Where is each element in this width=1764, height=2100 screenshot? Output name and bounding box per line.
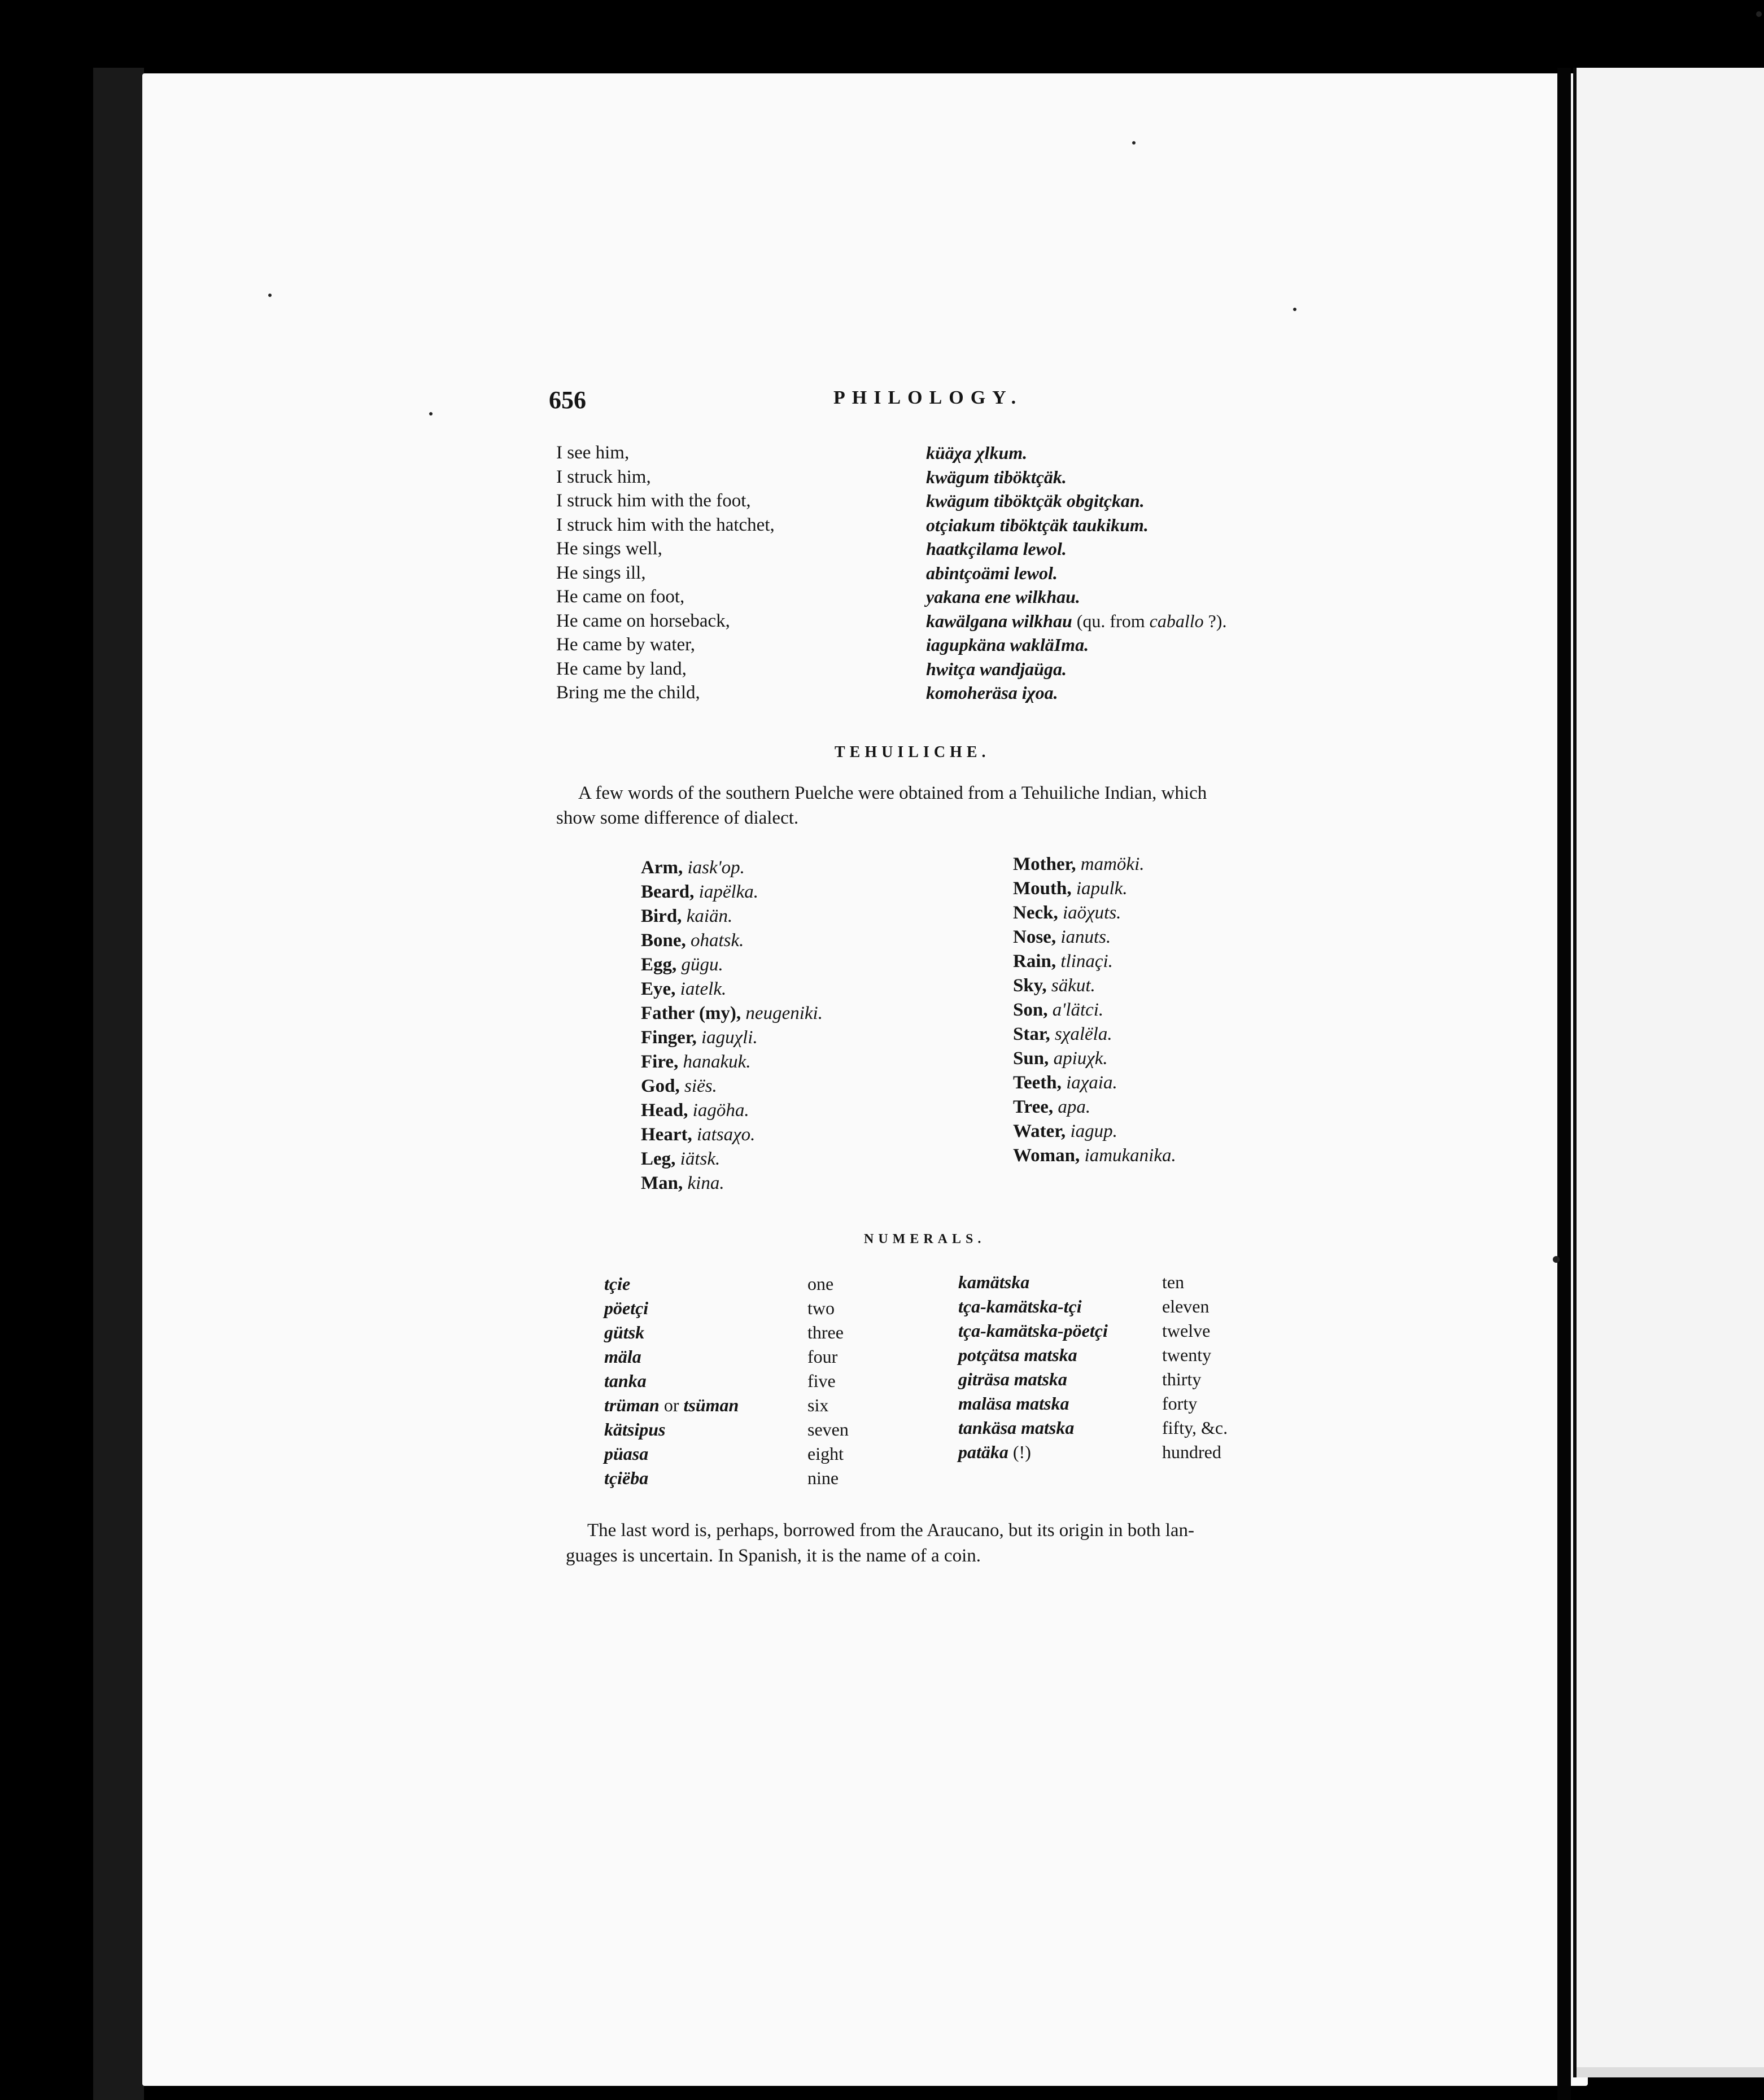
intro-paragraph-line: show some difference of dialect. xyxy=(556,808,799,828)
dust-speck xyxy=(268,294,272,297)
numeral-native: pöetçi xyxy=(604,1298,649,1318)
vocab-word: Rain, xyxy=(1013,951,1056,972)
vocab-entry xyxy=(1013,998,1176,1022)
vocab-word: Neck, xyxy=(1013,903,1058,923)
vocab-word: Water, xyxy=(1013,1121,1066,1141)
vocab-gloss: kaiän. xyxy=(686,906,733,926)
sentence-translation-column xyxy=(926,441,1226,705)
sentence-english: He sings well, xyxy=(556,539,662,559)
vocab-entry xyxy=(641,929,823,953)
sentence-translation: iagupkäna wakläIma. xyxy=(926,635,1089,655)
sentence-translation: küäχa χlkum. xyxy=(926,443,1028,463)
numeral-english: eight xyxy=(807,1443,844,1464)
vocab-word: Star, xyxy=(1013,1024,1050,1044)
vocab-entry xyxy=(1013,877,1176,901)
vocab-word: Finger, xyxy=(641,1027,697,1048)
numeral-native: mäla xyxy=(604,1346,641,1367)
sentence-english: I struck him with the foot, xyxy=(556,491,751,511)
sentence-english-column xyxy=(556,441,775,705)
vocab-word: Arm, xyxy=(641,858,683,878)
sentence-translation: haatkçilama lewol. xyxy=(926,539,1067,559)
vocab-gloss: apiuχk. xyxy=(1053,1048,1108,1069)
vocabulary-right-column xyxy=(1013,852,1176,1168)
vocab-word: Nose, xyxy=(1013,927,1056,947)
vocab-word: Sun, xyxy=(1013,1048,1049,1069)
vocab-entry xyxy=(641,1026,823,1050)
vocab-entry xyxy=(641,904,823,929)
dust-speck xyxy=(429,412,433,415)
vocab-word: Leg, xyxy=(641,1149,676,1169)
vocab-entry xyxy=(1013,1095,1176,1119)
numeral-native: kamätska xyxy=(958,1272,1030,1292)
vocab-entry xyxy=(641,953,823,977)
vocab-gloss: hanakuk. xyxy=(683,1052,751,1072)
vocab-entry xyxy=(1013,974,1176,998)
vocab-word: Mother, xyxy=(1013,854,1076,874)
vocab-gloss: tlinaçi. xyxy=(1060,951,1113,972)
numeral-english: six xyxy=(807,1395,829,1415)
sentence-english: He came by water, xyxy=(556,635,696,655)
numeral-english: one xyxy=(807,1274,834,1294)
vocab-word: Father (my), xyxy=(641,1003,741,1023)
sentence-translation: otçiakum tiböktçäk taukikum. xyxy=(926,514,1149,535)
numeral-english: ten xyxy=(1162,1272,1185,1292)
numeral-native: tça-kamätska-tçi xyxy=(958,1296,1082,1316)
vocab-entry xyxy=(1013,925,1176,950)
numeral-english: twelve xyxy=(1162,1320,1211,1341)
vocab-gloss: iask'op. xyxy=(687,858,745,878)
vocab-word: Mouth, xyxy=(1013,878,1072,899)
vocab-entry xyxy=(641,880,823,904)
vocab-gloss: ohatsk. xyxy=(691,930,744,951)
vocab-gloss: siës. xyxy=(684,1076,717,1096)
vocab-gloss: iaguχli. xyxy=(701,1027,758,1048)
vocab-gloss: mamöki. xyxy=(1080,854,1145,874)
sentence-translation: kwägum tiböktçäk obgitçkan. xyxy=(926,491,1145,511)
sentence-english: He came on foot, xyxy=(556,587,685,607)
vocab-word: Eye, xyxy=(641,979,676,999)
numeral-english: three xyxy=(807,1322,844,1342)
sentence-english: I see him, xyxy=(556,443,630,463)
vocab-gloss: iamukanika. xyxy=(1084,1145,1176,1166)
numeral-english: nine xyxy=(807,1468,839,1488)
vocab-gloss: ianuts. xyxy=(1060,927,1111,947)
vocab-entry xyxy=(1013,852,1176,877)
numeral-english: thirty xyxy=(1162,1369,1202,1389)
vocab-entry xyxy=(641,1050,823,1074)
vocab-gloss: iatsaχo. xyxy=(696,1125,756,1145)
intro-paragraph-line: A few words of the southern Puelche were obtained from a Tehuiliche Indian, which xyxy=(578,783,1207,803)
vocab-entry xyxy=(1013,1071,1176,1095)
vocab-entry xyxy=(641,1074,823,1099)
numeral-native: tanka xyxy=(604,1371,647,1391)
numeral-native: giträsa matska xyxy=(958,1369,1067,1389)
vocab-gloss: iapulk. xyxy=(1076,878,1128,899)
vocab-word: Son, xyxy=(1013,1000,1048,1020)
numerals-right-english xyxy=(1162,1270,1228,1464)
sentence-english: He came on horseback, xyxy=(556,610,730,631)
running-title: PHILOLOGY. xyxy=(833,387,1023,408)
numeral-english: forty xyxy=(1162,1393,1198,1414)
sentence-translation: abintçoämi lewol. xyxy=(926,562,1058,583)
vocab-entry xyxy=(641,1123,823,1147)
vocab-entry xyxy=(1013,1119,1176,1144)
numeral-note: (!) xyxy=(1008,1442,1031,1462)
vocab-gloss: iaöχuts. xyxy=(1062,903,1121,923)
vocab-entry xyxy=(641,977,823,1001)
numeral-english: seven xyxy=(807,1419,849,1440)
facing-page-edge xyxy=(1573,68,1764,2077)
vocab-entry xyxy=(641,856,823,880)
vocab-gloss: säkut. xyxy=(1051,975,1095,996)
numeral-native: maläsa matska xyxy=(958,1393,1069,1414)
numeral-english: hundred xyxy=(1162,1442,1221,1462)
sentence-translation: kawälgana wilkhau xyxy=(926,610,1072,631)
dust-speck xyxy=(1132,141,1136,145)
numeral-native: tça-kamätska-pöetçi xyxy=(958,1320,1108,1341)
book-page xyxy=(142,73,1588,2086)
sentence-translation: yakana ene wilkhau. xyxy=(926,587,1080,607)
vocab-gloss: iätsk. xyxy=(680,1149,721,1169)
vocab-word: Woman, xyxy=(1013,1145,1080,1166)
vocab-word: Tree, xyxy=(1013,1097,1054,1117)
vocab-word: Head, xyxy=(641,1100,688,1121)
vocab-word: Bone, xyxy=(641,930,686,951)
vocab-gloss: kina. xyxy=(687,1173,724,1193)
numeral-native: potçätsa matska xyxy=(958,1345,1077,1365)
vocab-gloss: apa. xyxy=(1058,1097,1091,1117)
numeral-english: fifty, &c. xyxy=(1162,1418,1228,1438)
vocab-entry xyxy=(1013,901,1176,925)
vocab-word: Sky, xyxy=(1013,975,1047,996)
numeral-native: gütsk xyxy=(604,1322,645,1342)
vocab-entry xyxy=(1013,950,1176,974)
vocab-word: Bird, xyxy=(641,906,682,926)
etymology-note-prefix: (qu. from xyxy=(1072,610,1150,631)
vocab-word: Teeth, xyxy=(1013,1073,1062,1093)
numerals-right-native xyxy=(958,1270,1108,1464)
section-heading-numerals: NUMERALS. xyxy=(864,1232,986,1246)
numeral-english: four xyxy=(807,1346,838,1367)
sentence-english: Bring me the child, xyxy=(556,683,700,703)
vocab-word: Man, xyxy=(641,1173,683,1193)
vocab-entry xyxy=(1013,1022,1176,1047)
vocab-word: Beard, xyxy=(641,882,695,902)
sentence-english: He sings ill, xyxy=(556,562,646,583)
vocab-entry xyxy=(641,1099,823,1123)
vocab-gloss: iatelk. xyxy=(680,979,727,999)
numeral-english: five xyxy=(807,1371,836,1391)
dust-speck xyxy=(1293,308,1296,311)
sentence-translation: hwitça wandjaüga. xyxy=(926,658,1067,679)
sentence-english: I struck him, xyxy=(556,466,651,487)
vocab-word: God, xyxy=(641,1076,680,1096)
sentence-translation-with-note xyxy=(926,609,1226,633)
closing-paragraph-line: guages is uncertain. In Spanish, it is the name of a coin. xyxy=(566,1546,981,1566)
numerals-left-english xyxy=(807,1272,849,1490)
sentence-english: I struck him with the hatchet, xyxy=(556,514,775,535)
vocab-entry xyxy=(641,1171,823,1196)
numerals-left-native xyxy=(604,1272,739,1490)
sentence-english: He came by land, xyxy=(556,658,687,679)
closing-paragraph-line: The last word is, perhaps, borrowed from the Araucano, but its origin in both lan- xyxy=(587,1520,1195,1541)
etymology-note-suffix: ?). xyxy=(1203,610,1227,631)
vocab-word: Egg, xyxy=(641,955,677,975)
sentence-translation: komoheräsa iχoa. xyxy=(926,683,1058,703)
dust-speck xyxy=(1756,11,1762,17)
numeral-english: two xyxy=(807,1298,835,1318)
vocab-word: Heart, xyxy=(641,1125,692,1145)
numeral-english: twenty xyxy=(1162,1345,1212,1365)
vocab-gloss: gügu. xyxy=(681,955,723,975)
vocab-entry xyxy=(641,1001,823,1026)
vocab-entry xyxy=(1013,1047,1176,1071)
numeral-connector: or xyxy=(659,1395,684,1415)
book-spine-shadow xyxy=(93,68,144,2100)
numeral-native: tankäsa matska xyxy=(958,1418,1075,1438)
vocab-entry xyxy=(641,1147,823,1171)
numeral-english: eleven xyxy=(1162,1296,1210,1316)
vocab-gloss: iapëlka. xyxy=(698,882,759,902)
vocab-gloss: iagup. xyxy=(1070,1121,1117,1141)
numeral-native: trüman xyxy=(604,1395,660,1415)
vocab-gloss: sχalëla. xyxy=(1054,1024,1112,1044)
numeral-native: kätsipus xyxy=(604,1419,666,1440)
dust-speck xyxy=(1553,1256,1560,1263)
vocabulary-left-column xyxy=(641,856,823,1196)
section-heading-tehuiliche: TEHUILICHE. xyxy=(835,743,990,761)
numeral-native-with-note xyxy=(958,1440,1108,1464)
numeral-native: tçie xyxy=(604,1274,631,1294)
page-gutter xyxy=(1557,68,1571,2100)
sentence-translation: kwägum tiböktçäk. xyxy=(926,466,1067,487)
numeral-native: püasa xyxy=(604,1443,649,1464)
numeral-native: patäka xyxy=(958,1442,1008,1462)
vocab-gloss: a'lätci. xyxy=(1052,1000,1104,1020)
numeral-native-alt: tsüman xyxy=(683,1395,739,1415)
etymology-note-word: caballo xyxy=(1149,610,1204,631)
vocab-gloss: iagöha. xyxy=(692,1100,749,1121)
vocab-word: Fire, xyxy=(641,1052,679,1072)
numeral-native: tçiëba xyxy=(604,1468,649,1488)
page-number: 656 xyxy=(549,386,586,414)
vocab-entry xyxy=(1013,1144,1176,1168)
numeral-native-pair xyxy=(604,1393,739,1418)
vocab-gloss: neugeniki. xyxy=(745,1003,823,1023)
vocab-gloss: iaχaia. xyxy=(1066,1073,1117,1093)
